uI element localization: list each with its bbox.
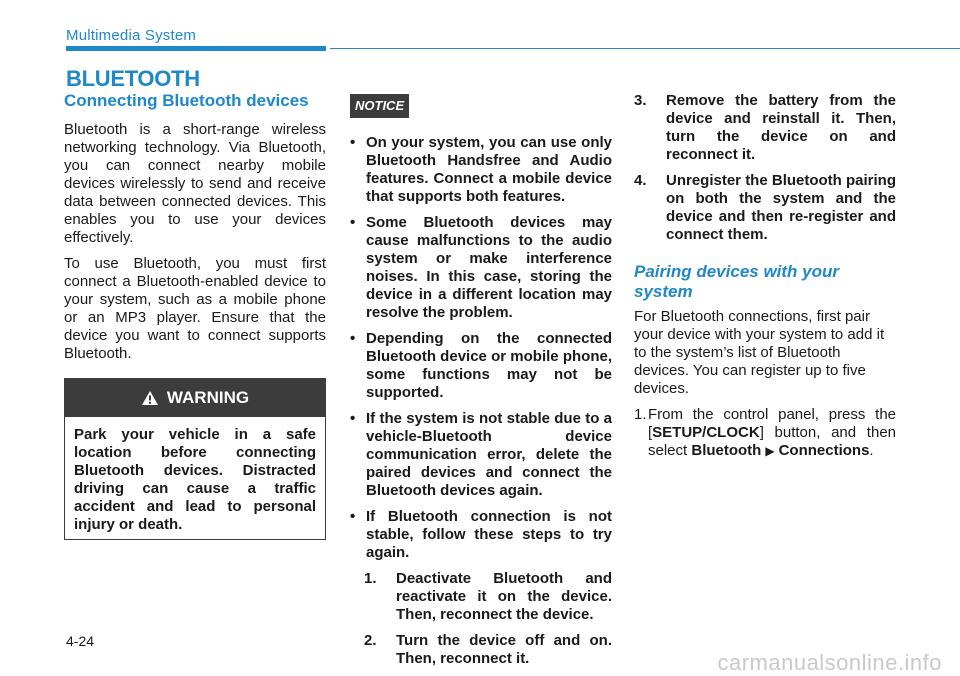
section-label: Multimedia System xyxy=(66,27,197,44)
bluetooth-menu-label: Bluetooth xyxy=(691,442,762,459)
pairing-step-1 xyxy=(634,406,896,460)
warning-label: WARNING xyxy=(166,388,250,407)
list-item xyxy=(350,214,612,322)
arrow-right-icon: ▶ xyxy=(765,444,775,458)
list-item xyxy=(350,410,612,500)
notice-list xyxy=(350,134,612,562)
step-text: Deactivate Bluetooth and reactivate it on the device. Then, reconnect the device. xyxy=(396,570,612,623)
step-item xyxy=(364,632,612,668)
header-rule-thick xyxy=(66,46,326,51)
warning-text: Park your vehicle in a safe location before connecting Bluetooth devices. Distracted driving can cause a traffic accident and lead to personal injury or death. xyxy=(74,426,316,533)
warning-header xyxy=(65,379,325,417)
warning-triangle-icon xyxy=(141,390,159,406)
connections-menu-label: Connections xyxy=(778,442,870,459)
step-text-start: From the control panel, press the [ xyxy=(648,406,896,441)
step-text: Unregister the Bluetooth pairing on both the system and the device and then re-register and connect them. xyxy=(666,172,897,243)
bullet-marker: • xyxy=(350,214,356,231)
bullet-marker: • xyxy=(350,410,356,427)
list-item xyxy=(350,508,612,562)
step-item xyxy=(364,570,612,624)
connecting-subtitle: Connecting Bluetooth devices xyxy=(64,91,309,110)
step-number: 2. xyxy=(364,632,377,649)
column-3 xyxy=(634,92,896,460)
step-text: Turn the device off and on. Then, reconnect it. xyxy=(396,632,612,667)
list-item xyxy=(350,330,612,402)
bullet-marker: • xyxy=(350,330,356,347)
bullet-marker: • xyxy=(350,508,356,525)
step-text-middle: ] button, and then select xyxy=(648,424,896,459)
step-number: 1. xyxy=(364,570,377,587)
bullet-marker: • xyxy=(350,134,356,151)
list-item xyxy=(350,134,612,206)
column-2 xyxy=(350,92,612,676)
step-text: Remove the battery from the device and reinstall it. Then, turn the device on and reconnect it. xyxy=(666,92,896,163)
list-item-text: On your system, you can use only Bluetooth Handsfree and Audio features. Connect a mobile device that supports both features. xyxy=(366,134,612,205)
step-item xyxy=(634,172,896,244)
warning-box xyxy=(64,378,326,540)
step-text-end: . xyxy=(869,442,874,459)
list-item-text: Depending on the connected Bluetooth device or mobile phone, some functions may not be supported. xyxy=(366,330,612,401)
step-number: 3. xyxy=(634,92,647,109)
usage-paragraph: To use Bluetooth, you must first connect a Bluetooth-enabled device to your system, such as a mobile phone or an MP3 player. Ensure that the device you want to connect supports Bluetooth. xyxy=(64,255,326,362)
header-rule-thin xyxy=(330,48,960,49)
notice-badge: NOTICE xyxy=(350,94,409,118)
watermark: carmanualsonline.info xyxy=(717,650,942,675)
page-number: 4-24 xyxy=(66,633,95,649)
setup-clock-button-label: SETUP/CLOCK xyxy=(652,424,760,441)
pairing-subtitle: Pairing devices with your system xyxy=(634,262,840,301)
step-number: 4. xyxy=(634,172,647,189)
step-number: 1. xyxy=(634,406,647,423)
column-1 xyxy=(64,92,326,371)
step-item xyxy=(634,92,896,164)
list-item-text: If the system is not stable due to a vehicle-Bluetooth device communication error, delete the paired devices and connect the Bluetooth devices again. xyxy=(366,410,612,499)
list-item-text: If Bluetooth connection is not stable, follow these steps to try again. xyxy=(366,508,612,561)
page-title: BLUETOOTH xyxy=(66,66,200,91)
intro-paragraph: Bluetooth is a short-range wireless networking technology. Via Bluetooth, you can connect nearby mobile devices wirelessly to send and receive data between connected devices. This enables you to use your devices effectively. xyxy=(64,121,326,246)
pairing-paragraph: For Bluetooth connections, first pair your device with your system to add it to the system’s list of Bluetooth devices. You can register up to five devices. xyxy=(634,308,885,397)
list-item-text: Some Bluetooth devices may cause malfunctions to the audio system or make interference noises. In this case, storing the device in a different location may resolve the problem. xyxy=(366,214,612,321)
